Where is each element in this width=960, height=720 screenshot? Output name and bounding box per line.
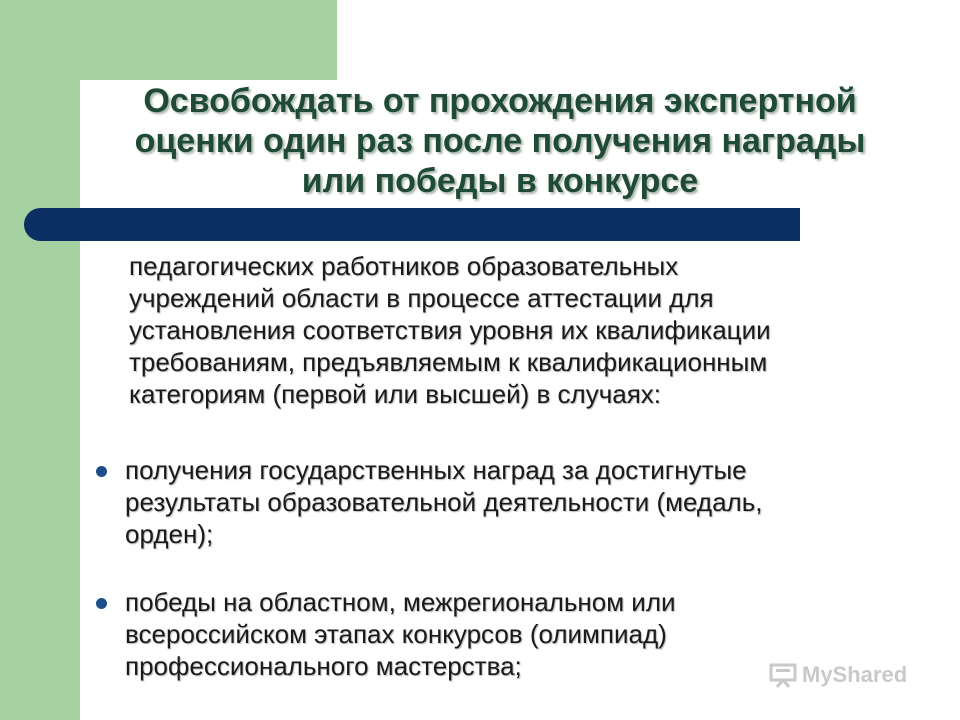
intro-line: категориям (первой или высшей) в случаях: [129, 379, 662, 409]
intro-paragraph [125, 250, 936, 410]
bullet-line: всероссийском этапах конкурсов (олимпиад) [125, 619, 667, 649]
slide-body [96, 250, 936, 682]
slide-title [60, 81, 940, 201]
title-underline-bar [24, 208, 800, 241]
title-line: оценки один раз после получения награды [134, 122, 866, 160]
title-line: Освобождать от прохождения экспертной [143, 82, 857, 120]
bullet-line: результаты образовательной деятельности (медаль, [125, 487, 763, 517]
bullet-line: орден); [125, 519, 214, 549]
presentation-board-icon [768, 662, 798, 688]
bullet-dot-icon [96, 466, 107, 477]
watermark-text: MyShared [802, 662, 908, 687]
bullet-dot-icon [96, 598, 107, 609]
intro-line: установления соответствия уровня их квалификации [129, 315, 771, 345]
intro-line: педагогических работников образовательных [129, 251, 679, 281]
intro-line: учреждений области в процессе аттестации для [129, 283, 714, 313]
title-line: или победы в конкурсе [301, 162, 699, 200]
bullet-item [96, 454, 936, 550]
bullet-line: победы на областном, межрегиональном или [125, 587, 676, 617]
bullet-line: получения государственных наград за достигнутые [125, 455, 747, 485]
bullet-line: профессионального мастерства; [125, 651, 522, 681]
intro-line: требованиям, предъявляемым к квалификационным [129, 347, 768, 377]
watermark [768, 662, 907, 688]
